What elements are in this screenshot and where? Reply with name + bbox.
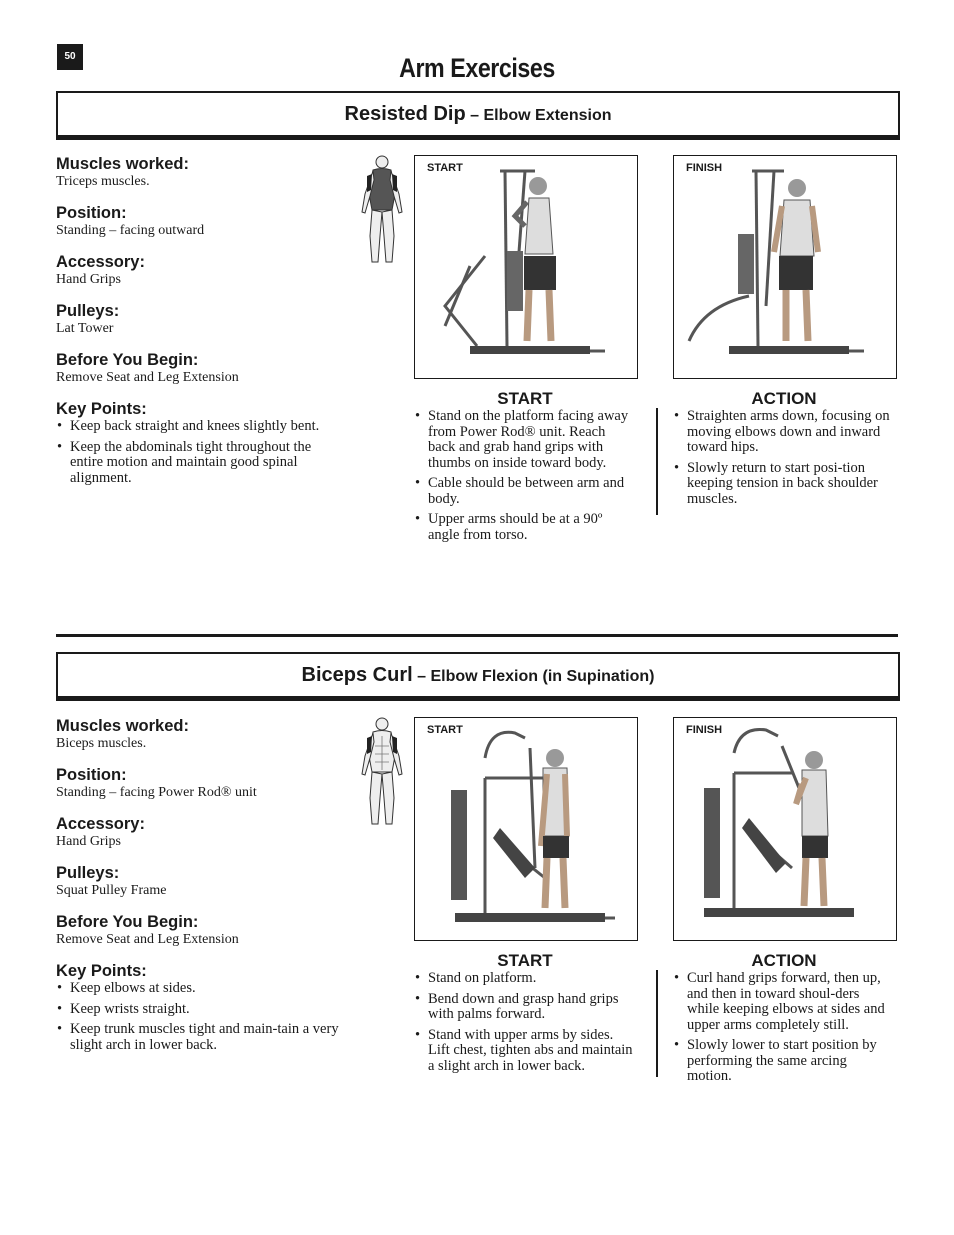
pulleys-label: Pulleys: [56, 302, 120, 320]
action-heading: ACTION [751, 951, 817, 970]
exercise-2-subtitle: – Elbow Flexion (in Supination) [417, 668, 655, 685]
start-photo [414, 717, 638, 941]
photo-tag: START [427, 724, 463, 736]
gym-machine-illustration [674, 718, 896, 940]
keypoints-list [56, 981, 346, 1053]
action-heading: ACTION [751, 389, 817, 408]
page-number: 50 [57, 44, 83, 70]
list-item: • Slowly lower to start position by performing the same arcing motion. [673, 1038, 895, 1085]
photo-tag: FINISH [686, 162, 723, 174]
list-item: • Bend down and grasp hand grips with palms forward. [414, 992, 636, 1023]
column-divider [656, 408, 658, 515]
list-item: • Keep the abdominals tight throughout the entire motion and maintain good spinal alignment. [56, 440, 346, 487]
start-list [414, 971, 636, 1074]
exercise-1-info [56, 155, 346, 491]
page-title: Arm Exercises [399, 53, 555, 83]
list-item: • Curl hand grips forward, then up, and then in toward shoul-ders while keeping elbows at sides and upper arms completely still. [673, 971, 895, 1033]
position-label: Position: [56, 204, 127, 222]
action-list [673, 409, 895, 507]
keypoints-list [56, 419, 346, 486]
gym-machine-illustration [415, 156, 637, 378]
muscles-label: Muscles worked: [56, 155, 189, 173]
section-divider [56, 634, 898, 637]
exercise-1-banner [56, 91, 900, 137]
list-item: • Keep elbows at sides. [56, 981, 346, 997]
pulleys-value: Squat Pulley Frame [56, 883, 167, 898]
finish-photo [673, 717, 897, 941]
position-value: Standing – facing outward [56, 223, 205, 238]
accessory-value: Hand Grips [56, 272, 121, 287]
finish-photo [673, 155, 897, 379]
muscles-label: Muscles worked: [56, 717, 189, 735]
gym-machine-illustration [415, 718, 637, 940]
list-item: • Keep back straight and knees slightly bent. [56, 419, 346, 435]
list-item: • Stand with upper arms by sides. Lift chest, tighten abs and maintain a slight arch in lower back. [414, 1028, 636, 1075]
exercise-2-info [56, 717, 346, 1058]
start-heading: START [497, 951, 553, 970]
exercise-2-banner [56, 652, 900, 698]
position-value: Standing – facing Power Rod® unit [56, 785, 257, 800]
pulleys-value: Lat Tower [56, 321, 114, 336]
start-list [414, 409, 636, 543]
muscles-value: Biceps muscles. [56, 736, 147, 751]
column-divider [656, 970, 658, 1077]
action-list [673, 971, 895, 1085]
list-item: • Straighten arms down, focusing on moving elbows down and inward toward hips. [673, 409, 895, 456]
exercise-2-name: Biceps Curl [301, 664, 413, 686]
accessory-value: Hand Grips [56, 834, 121, 849]
photo-tag: FINISH [686, 724, 723, 736]
list-item: • Upper arms should be at a 90º angle from torso. [414, 512, 636, 543]
anatomy-back-figure-icon [356, 154, 408, 266]
start-heading: START [497, 389, 553, 408]
position-label: Position: [56, 766, 127, 784]
list-item: • Keep trunk muscles tight and main-tain a very slight arch in lower back. [56, 1022, 346, 1053]
list-item: • Stand on platform. [414, 971, 636, 987]
before-value: Remove Seat and Leg Extension [56, 932, 239, 947]
pulleys-label: Pulleys: [56, 864, 120, 882]
list-item: • Keep wrists straight. [56, 1002, 346, 1018]
muscles-value: Triceps muscles. [56, 174, 150, 189]
before-label: Before You Begin: [56, 913, 199, 931]
action-column [673, 389, 895, 512]
before-label: Before You Begin: [56, 351, 199, 369]
photo-tag: START [427, 162, 463, 174]
keypoints-label: Key Points: [56, 962, 147, 980]
gym-machine-illustration [674, 156, 896, 378]
list-item: • Slowly return to start posi-tion keeping tension in back shoulder muscles. [673, 461, 895, 508]
before-value: Remove Seat and Leg Extension [56, 370, 239, 385]
anatomy-front-figure-icon [356, 716, 408, 828]
start-photo [414, 155, 638, 379]
list-item: • Stand on the platform facing away from Power Rod® unit. Reach back and grab hand grips with thumbs on inside toward body. [414, 409, 636, 471]
accessory-label: Accessory: [56, 253, 145, 271]
exercise-1-name: Resisted Dip [344, 103, 466, 125]
action-column [673, 951, 895, 1090]
list-item: • Cable should be between arm and body. [414, 476, 636, 507]
start-column [414, 951, 636, 1079]
exercise-1-subtitle: – Elbow Extension [470, 107, 612, 124]
keypoints-label: Key Points: [56, 400, 147, 418]
accessory-label: Accessory: [56, 815, 145, 833]
start-column [414, 389, 636, 548]
